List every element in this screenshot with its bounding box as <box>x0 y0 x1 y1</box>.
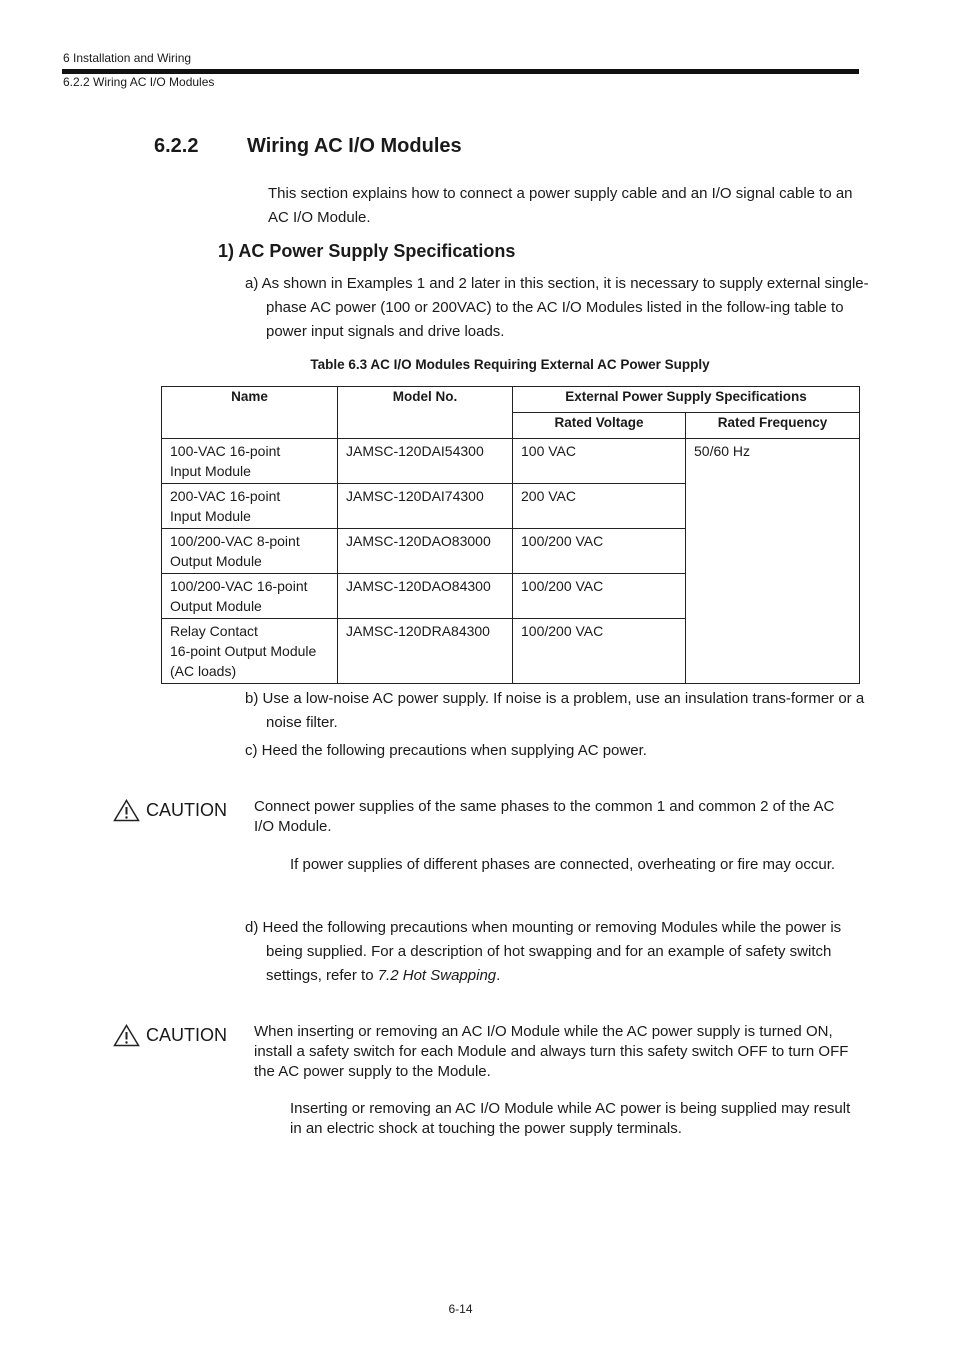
warning-triangle-icon <box>113 799 140 822</box>
header-rated-frequency: Rated Frequency <box>686 413 860 439</box>
header-name: Name <box>162 387 338 439</box>
caution-2-detail: Inserting or removing an AC I/O Module while AC power is being supplied may result in an electric shock at touching the power supply terminals. <box>290 1100 851 1137</box>
subsection-title: 1) AC Power Supply Specifications <box>218 241 516 261</box>
cell-frequency: 50/60 Hz <box>686 439 860 684</box>
cell-model: JAMSC-120DAI54300 <box>338 439 513 484</box>
paragraph-a: a) As shown in Examples 1 and 2 later in this section, it is necessary to supply external single-phase AC power (100 or 200VAC) to the AC I/O Modules listed in the follow-ing table to power input signals and drive loads. <box>245 275 869 340</box>
running-header-chapter: 6 Installation and Wiring <box>63 51 192 65</box>
cell-voltage: 100/200 VAC <box>513 574 686 619</box>
caution-text-label: CAUTION <box>146 1025 227 1045</box>
paragraph-b: b) Use a low-noise AC power supply. If noise is a problem, use an insulation trans-former or a noise filter. <box>245 690 865 731</box>
cell-voltage: 200 VAC <box>513 484 686 529</box>
caution-1-text: Connect power supplies of the same phases to the common 1 and common 2 of the AC I/O Module. <box>254 798 835 835</box>
cell-model: JAMSC-120DRA84300 <box>338 619 513 684</box>
cell-model: JAMSC-120DAO83000 <box>338 529 513 574</box>
paragraph-d: d) Heed the following precautions when mounting or removing Modules while the power is being supplied. For a description of hot swapping and for an example of safety switch settings, refer to 7.2 Hot Swapping. <box>245 919 842 984</box>
section-number: 6.2.2 <box>154 135 199 157</box>
cell-name: 100/200-VAC 16-point Output Module <box>162 574 338 619</box>
caution-label-2 <box>113 1024 227 1047</box>
cell-name: 100-VAC 16-point Input Module <box>162 439 338 484</box>
caution-text-label: CAUTION <box>146 800 227 820</box>
header-rated-voltage: Rated Voltage <box>513 413 686 439</box>
caution-label-1 <box>113 799 227 822</box>
page-number: 6-14 <box>448 1302 473 1316</box>
cell-voltage: 100 VAC <box>513 439 686 484</box>
cell-model: JAMSC-120DAI74300 <box>338 484 513 529</box>
header-ext-spec: External Power Supply Specifications <box>513 387 860 413</box>
section-intro: This section explains how to connect a power supply cable and an I/O signal cable to an AC I/O Module. <box>268 185 853 226</box>
paragraph-c: c) Heed the following precautions when supplying AC power. <box>245 742 647 759</box>
header-rule <box>62 69 859 74</box>
cell-name: Relay Contact 16-point Output Module (AC loads) <box>162 619 338 684</box>
caution-1-detail: If power supplies of different phases are connected, overheating or fire may occur. <box>290 856 836 873</box>
cell-name: 100/200-VAC 8-point Output Module <box>162 529 338 574</box>
hot-swapping-reference: 7.2 Hot Swapping <box>377 967 497 984</box>
cell-voltage: 100/200 VAC <box>513 619 686 684</box>
caution-2-text: When inserting or removing an AC I/O Module while the AC power supply is turned ON, install a safety switch for each Module and always turn this safety switch OFF to turn OFF the AC power supply to the Module. <box>254 1023 849 1080</box>
header-model: Model No. <box>338 387 513 439</box>
table-row <box>162 439 860 484</box>
ac-modules-table <box>161 386 860 684</box>
section-title: Wiring AC I/O Modules <box>247 135 462 157</box>
cell-model: JAMSC-120DAO84300 <box>338 574 513 619</box>
table-caption: Table 6.3 AC I/O Modules Requiring External AC Power Supply <box>310 357 710 372</box>
cell-name: 200-VAC 16-point Input Module <box>162 484 338 529</box>
running-header-section: 6.2.2 Wiring AC I/O Modules <box>63 75 215 89</box>
cell-voltage: 100/200 VAC <box>513 529 686 574</box>
warning-triangle-icon <box>113 1024 140 1047</box>
